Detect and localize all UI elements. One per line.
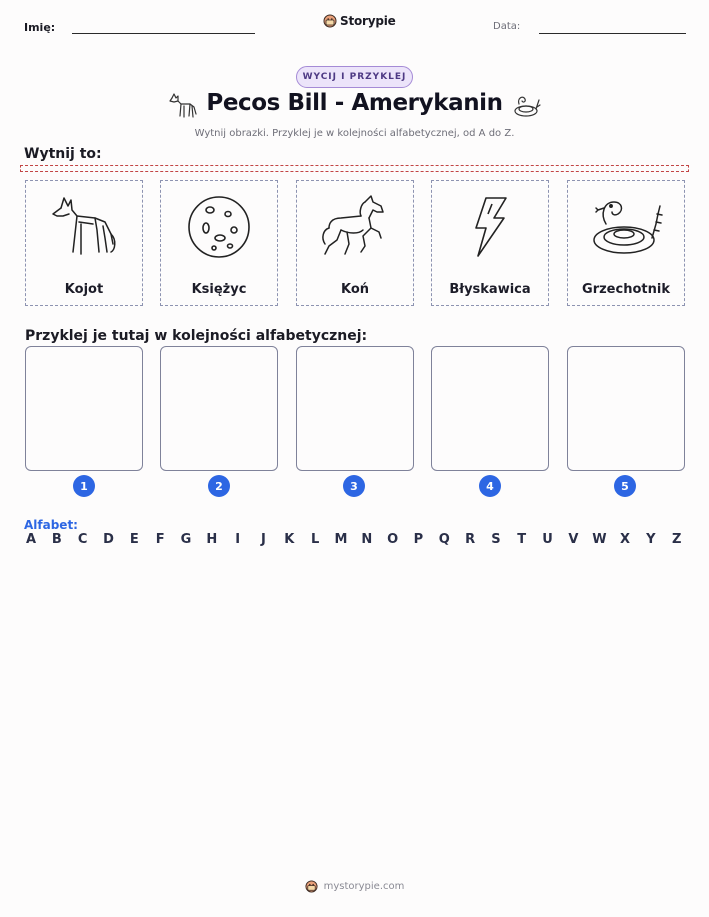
footer-url: mystorypie.com bbox=[323, 881, 405, 892]
brand-name: Storypie bbox=[340, 14, 396, 28]
alphabet-letter: F bbox=[155, 532, 165, 547]
alphabet-letter: Z bbox=[671, 532, 682, 547]
slot-number-badge: 1 bbox=[73, 475, 95, 497]
card-moon[interactable] bbox=[160, 180, 278, 306]
card-label: Księżyc bbox=[191, 282, 247, 297]
alphabet-letter: H bbox=[206, 532, 218, 547]
paste-heading: Przyklej je tutaj w kolejności alfabetycznej: bbox=[25, 328, 368, 344]
date-label: Data: bbox=[493, 21, 521, 32]
card-horse[interactable] bbox=[296, 180, 414, 306]
alphabet-letter: T bbox=[517, 532, 527, 547]
alphabet-letter: G bbox=[180, 532, 192, 547]
storypie-mascot-icon bbox=[305, 880, 318, 893]
lightning-icon bbox=[462, 194, 518, 260]
paste-slot-1[interactable] bbox=[25, 346, 143, 471]
alphabet-letter: X bbox=[620, 532, 631, 547]
name-line bbox=[72, 33, 255, 34]
alphabet-letter: R bbox=[465, 532, 476, 547]
rattlesnake-small-icon bbox=[511, 92, 541, 120]
cut-heading: Wytnij to: bbox=[24, 146, 102, 162]
card-rattlesnake[interactable] bbox=[567, 180, 685, 306]
alphabet-letter: N bbox=[361, 532, 373, 547]
activity-badge: WYCIJ I PRZYKLEJ bbox=[296, 66, 413, 88]
date-line bbox=[539, 33, 686, 34]
storypie-mascot-icon bbox=[323, 14, 337, 28]
alphabet-letter: K bbox=[284, 532, 295, 547]
card-label: Koń bbox=[340, 282, 370, 297]
slot-number-badge: 4 bbox=[479, 475, 501, 497]
cut-dashed-line bbox=[20, 165, 689, 172]
alphabet-letter: B bbox=[51, 532, 62, 547]
slot-number-badge: 3 bbox=[343, 475, 365, 497]
alphabet-row bbox=[24, 532, 684, 547]
brand-logo bbox=[323, 14, 396, 28]
card-label: Kojot bbox=[64, 282, 104, 297]
alphabet-letter: Q bbox=[438, 532, 450, 547]
moon-icon bbox=[184, 194, 254, 260]
paste-slot-5[interactable] bbox=[567, 346, 685, 471]
alphabet-label: Alfabet: bbox=[24, 518, 78, 532]
alphabet-letter: E bbox=[129, 532, 139, 547]
alphabet-letter: O bbox=[387, 532, 399, 547]
alphabet-letter: U bbox=[542, 532, 553, 547]
alphabet-letter: W bbox=[592, 532, 607, 547]
horse-icon bbox=[317, 192, 393, 262]
alphabet-letter: C bbox=[77, 532, 88, 547]
slot-number-badge: 2 bbox=[208, 475, 230, 497]
page-title: Pecos Bill - Amerykanin bbox=[206, 90, 503, 116]
slot-number-badge: 5 bbox=[614, 475, 636, 497]
alphabet-letter: D bbox=[103, 532, 114, 547]
card-coyote[interactable] bbox=[25, 180, 143, 306]
alphabet-letter: P bbox=[413, 532, 424, 547]
name-label: Imię: bbox=[24, 21, 56, 34]
card-label: Grzechotnik bbox=[582, 282, 670, 297]
instructions: Wytnij obrazki. Przyklej je w kolejności alfabetycznej, od A do Z. bbox=[194, 128, 515, 139]
alphabet-letter: A bbox=[25, 532, 37, 547]
alphabet-letter: V bbox=[568, 532, 579, 547]
paste-slot-4[interactable] bbox=[431, 346, 549, 471]
paste-slot-2[interactable] bbox=[160, 346, 278, 471]
footer bbox=[0, 880, 709, 893]
paste-slot-3[interactable] bbox=[296, 346, 414, 471]
alphabet-letter: I bbox=[235, 532, 241, 547]
coyote-icon bbox=[49, 194, 119, 260]
alphabet-letter: S bbox=[491, 532, 501, 547]
alphabet-letter: M bbox=[334, 532, 348, 547]
alphabet-letter: L bbox=[310, 532, 320, 547]
alphabet-letter: Y bbox=[646, 532, 656, 547]
rattlesnake-icon bbox=[584, 194, 668, 260]
card-lightning[interactable] bbox=[431, 180, 549, 306]
alphabet-letter: J bbox=[261, 532, 266, 547]
card-label: Błyskawica bbox=[449, 282, 531, 297]
